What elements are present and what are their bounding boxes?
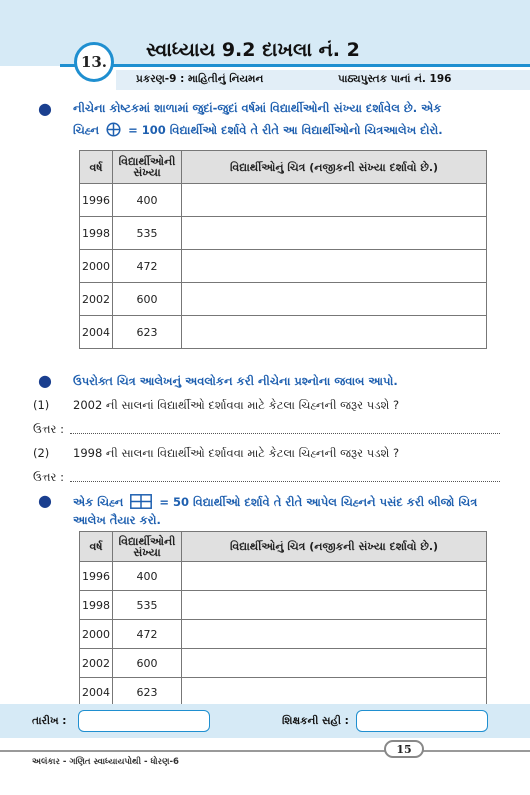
pictograph-cell[interactable] <box>182 620 487 649</box>
instruction-line <box>73 122 443 140</box>
bullet-icon: ● <box>38 371 52 390</box>
count-cell: 400 <box>113 184 182 217</box>
answer-line[interactable] <box>70 433 500 434</box>
count-cell: 623 <box>113 316 182 349</box>
pictograph-cell[interactable] <box>182 678 487 707</box>
table-row <box>80 217 487 250</box>
column-header-count: વિદ્યાર્થીઓની સંખ્યા <box>113 151 182 184</box>
column-header-count: વિદ્યાર્થીઓની સંખ્યા <box>113 532 182 562</box>
pictograph-cell[interactable] <box>182 250 487 283</box>
count-cell: 472 <box>113 620 182 649</box>
footer-divider <box>0 750 530 752</box>
instruction-text: = 100 વિદ્યાર્થીઓ દર્શાવે તે રીતે આ વિદ્યાર્થીઓનો ચિત્રઆલેખ દોરો. <box>128 123 443 137</box>
table-row <box>80 620 487 649</box>
count-cell: 600 <box>113 649 182 678</box>
pictograph-cell[interactable] <box>182 316 487 349</box>
count-cell: 535 <box>113 591 182 620</box>
count-cell: 600 <box>113 283 182 316</box>
instruction-text: = 50 વિદ્યાર્થીઓ દર્શાવે તે રીતે આપેલ ચિહ્નને પસંદ કરી બીજો ચિત્ર <box>159 495 478 509</box>
page-title: સ્વાધ્યાય 9.2 દાખલા નં. 2 <box>146 39 360 61</box>
table-row <box>80 562 487 591</box>
pictograph-cell[interactable] <box>182 184 487 217</box>
year-cell: 1996 <box>80 562 113 591</box>
year-cell: 2004 <box>80 678 113 707</box>
year-cell: 2002 <box>80 649 113 678</box>
page-number-badge <box>384 740 424 758</box>
bullet-icon: ● <box>38 491 52 510</box>
instruction-text: ચિહ્ન <box>73 123 100 137</box>
teacher-signature-label: શિક્ષકની સહી : <box>282 715 349 727</box>
instruction-line: ઉપરોક્ત ચિત્ર આલેખનું અવલોકન કરી નીચેના પ્રશ્નોના જવાબ આપો. <box>73 374 398 388</box>
answer-line[interactable] <box>70 481 500 482</box>
textbook-page-ref: પાઠ્યપુસ્તક પાનાં નં. 196 <box>338 73 452 85</box>
pictograph-cell[interactable] <box>182 649 487 678</box>
count-cell: 472 <box>113 250 182 283</box>
circle-cross-symbol-icon <box>106 122 121 140</box>
count-cell: 400 <box>113 562 182 591</box>
column-header-year: વર્ષ <box>80 532 113 562</box>
year-cell: 1996 <box>80 184 113 217</box>
date-label: તારીખ : <box>32 715 67 727</box>
teacher-signature-field[interactable] <box>356 710 488 732</box>
book-title: અલંકાર - ગણિત સ્વાધ્યાયપોથી - ધોરણ-6 <box>32 757 179 767</box>
year-cell: 2000 <box>80 250 113 283</box>
table-row <box>80 649 487 678</box>
instruction-line <box>73 494 477 512</box>
chapter-label: પ્રકરણ-9 : માહિતીનું નિયમન <box>136 73 264 85</box>
bullet-icon: ● <box>38 99 52 118</box>
date-field[interactable] <box>78 710 210 732</box>
header-divider <box>60 64 530 67</box>
instruction-line: આલેખ તૈયાર કરો. <box>73 513 161 527</box>
year-cell: 2002 <box>80 283 113 316</box>
year-cell: 2000 <box>80 620 113 649</box>
question-number: (2) <box>33 446 50 460</box>
column-header-pictograph: વિદ્યાર્થીઓનું ચિત્ર (નજીકની સંખ્યા દર્શાવો છે.) <box>182 532 487 562</box>
student-count-table-2 <box>79 531 487 707</box>
year-cell: 1998 <box>80 217 113 250</box>
chapter-number-badge <box>74 42 114 82</box>
question-number: (1) <box>33 398 50 412</box>
pictograph-cell[interactable] <box>182 591 487 620</box>
table-row <box>80 283 487 316</box>
table-row <box>80 184 487 217</box>
pictograph-cell[interactable] <box>182 562 487 591</box>
instruction-line: નીચેના કોષ્ટકમાં શાળામાં જુદાં-જુદાં વર્ષમાં વિદ્યાર્થીઓની સંખ્યા દર્શાવેલ છે. એક <box>73 101 442 115</box>
table-row <box>80 591 487 620</box>
table-row <box>80 250 487 283</box>
chapter-number: 13. <box>80 53 108 71</box>
grid-symbol-icon <box>130 494 152 512</box>
question-text: 1998 ની સાલના વિદ્યાર્થીઓ દર્શાવવા માટે કેટલા ચિહ્નની જરૂર પડશે ? <box>73 446 400 460</box>
column-header-year: વર્ષ <box>80 151 113 184</box>
year-cell: 2004 <box>80 316 113 349</box>
pictograph-cell[interactable] <box>182 283 487 316</box>
pictograph-cell[interactable] <box>182 217 487 250</box>
year-cell: 1998 <box>80 591 113 620</box>
count-cell: 535 <box>113 217 182 250</box>
table-row <box>80 316 487 349</box>
page-number: 15 <box>396 742 412 756</box>
table-row <box>80 678 487 707</box>
answer-label: ઉત્તર : <box>33 422 64 436</box>
column-header-pictograph: વિદ્યાર્થીઓનું ચિત્ર (નજીકની સંખ્યા દર્શાવો છે.) <box>182 151 487 184</box>
answer-label: ઉત્તર : <box>33 470 64 484</box>
student-count-table <box>79 150 487 349</box>
question-text: 2002 ની સાલનાં વિદ્યાર્થીઓ દર્શાવવા માટે કેટલા ચિહ્નની જરૂર પડશે ? <box>73 398 400 412</box>
instruction-text: એક ચિહ્ન <box>73 495 124 509</box>
count-cell: 623 <box>113 678 182 707</box>
